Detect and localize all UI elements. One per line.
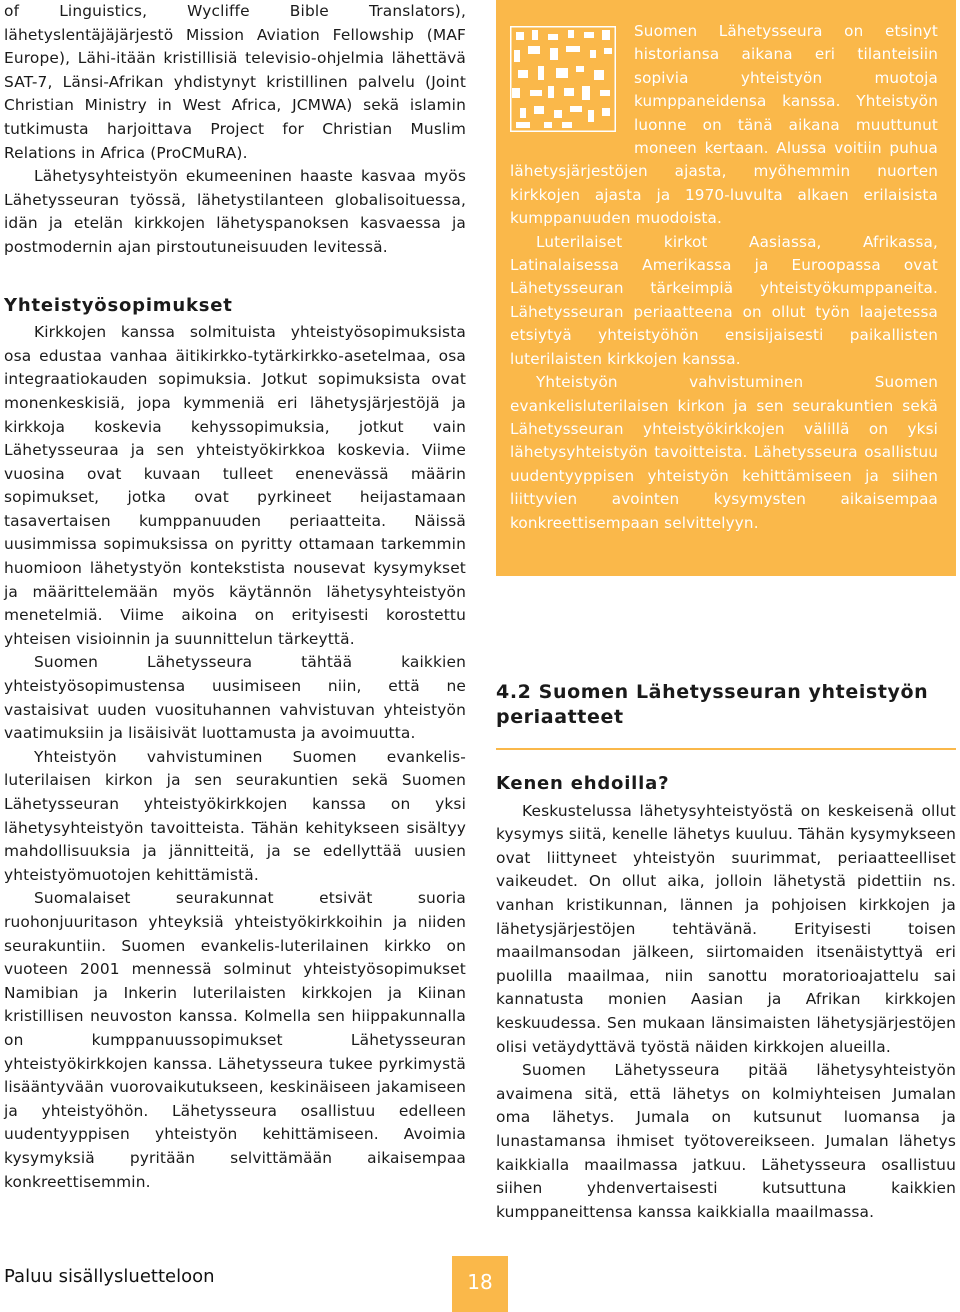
paragraph: Yhteistyön vahvistuminen Suomen evankelis-luterilaisen kirkon ja sen seurakuntien sekä Suomen Lähetysseuran yhteistyökirkkojen kanssa on yksi lähetysyhteistyön tavoitteista. Tähän kehitykseen sisältyy mahdollisuuksia ja jännitteitä, ja se edellyttää uusien yhteistyömuotojen kehittämistä. <box>4 747 466 884</box>
paragraph: Luterilaiset kirkot Aasiassa, Afrikassa, Latinalaisessa Amerikassa ja Euroopassa ovat Lähetysseuran tärkeimpiä yhteistyökumppaneita. Lähetysseuran periaatteena on ollut työn laajetessa etsiytyä yhteistyöhön ensisijaisesti paikallisten luterilaisten kirkkojen kanssa. <box>510 232 938 368</box>
paragraph: Suomen Lähetysseura on etsinyt historiansa aikana eri tilanteisiin sopivia yhteistyön muotoja kumppaneidensa kanssa. Yhteistyön luonne on tänä aikana muuttunut moneen kertaan. Alussa voitiin puhua lähetysjärjestöjen ajasta, myöhemmin nuorten kirkkojen ajasta ja 1970-luvulta alkaen erilaisista kumppanuuden muodoista. <box>510 22 938 228</box>
section-heading: Kenen ehdoilla? <box>496 773 670 794</box>
divider <box>496 748 956 750</box>
paragraph: Suomalaiset seurakunnat etsivät suoria ruohonjuuritason yhteyksiä yhteistyökirkkoihin ja niiden seurakuntiin. Suomen evankelis-luterilainen kirkko on vuoteen 2001 mennessä solminut yhteistyösopimukset Namibian ja Inkerin luterilaisten kirkkojen ja Kiinan kristillisen neuvoston kanssa. Kolmella sen hiippakunnalla on kumppanuussopimukset Lähetysseuran yhteistyökirkkojen kanssa. Lähetysseura tukee pyrkimystä lisääntyvään vuorovaikutukseen, keskinäiseen jakamiseen ja yhteistyöhön. Lähetysseura osallistuu edelleen uudentyyppisen yhteistyön kehittämiseen. Avoimia kysymyksiä pyritään selvittämään aikaisempaa konkreettisemmin. <box>4 889 466 1191</box>
page-number: 18 <box>467 1270 493 1294</box>
paragraph: of Linguistics, Wycliffe Bible Translators), lähetyslentäjäjärjestö Mission Aviation Fellowship (MAF Europe), Lähi-itään kristillisiä televisio-ohjelmia lähettävä SAT-7, Länsi-Afrikan yhdistynyt kristillinen palvelu (Joint Christian Ministry in West Africa, JCMWA) sekä islamin tutkimusta harjoittava Project for Christian Muslim Relations in Africa (ProCMuRA). <box>4 2 466 162</box>
left-column <box>4 0 466 1194</box>
paragraph: Kirkkojen kanssa solmituista yhteistyösopimuksista osa edustaa vanhaa äitikirkko-tytärkirkko-asetelmaa, osa integraatiokauden sopimuksia. Jotkut sopimuksista ovat monenkeskisiä, jopa kymmeniä eri lähetysjärjestöjä ja kirkkoja koskevia kehyssopimuksia, jotkut vain Lähetysseuraa ja sen yhteistyökirkkoa koskevia. Viime vuosina ovat kuvaan tulleet enenevässä määrin sopimukset, jotka ovat pyrkineet heijastamaan tasavertaisen kumppanuuden periaatteita. Näissä uusimmissa sopimuksissa on pyritty ottamaan tarkemmin huomioon lähetystyön kontekstista nousevat kysymykset ja määrittelemään myös käytännön lähetysyhteistyön menetelmiä. Viime aikoina on erityisesti korostettu yhteisen visioinnin ja suunnittelun tärkeyttä. <box>4 323 466 648</box>
paragraph: Yhteistyön vahvistuminen Suomen evankelisluterilaisen kirkon ja sen seurakuntien sekä Lähetysseuran yhteistyökirkkojen välillä on yksi lähetysyhteistyön tavoitteista. Lähetysseura osallistuu uudentyyppisen yhteistyön kehittämiseen ja siihen liittyvien avointen kysymysten aikaisempaa konkreettisempaan selvittelyyn. <box>510 373 938 532</box>
summary-box-text <box>510 20 938 535</box>
paragraph: Suomen Lähetysseura pitää lähetysyhteistyön avaimena sitä, että lähetys on kolmiyhteisen Jumalan oma lähetys. Jumala on kutsunut luomansa ja lunastamansa ihmiset työtovereikseen. Jumalan lähetys kaikkialla maailmassa jatkuu. Lähetysseura osallistuu siihen yhdenvertaisesti kutsuttuna kaikkien kumppaneittensa kanssa kaikkialla maailmassa. <box>496 1061 956 1221</box>
chapter-heading: 4.2 Suomen Lähetysseuran yhteistyön periaatteet <box>496 681 929 728</box>
summary-box <box>496 0 956 576</box>
paragraph: Suomen Lähetysseura tähtää kaikkien yhteistyösopimustensa uusimiseen niin, että ne vastaisivat uuden vuosituhannen vahvistuvan yhteistyön vaatimuksiin ja lisäisivät luottamusta ja avoimuutta. <box>4 653 466 743</box>
right-column <box>496 680 956 1224</box>
paragraph: Keskustelussa lähetysyhteistyöstä on keskeisenä ollut kysymys siitä, kenelle lähetys kuuluu. Tähän kysymykseen ovat liittyneet yhteistyön suurimmat, periaatteelliset vaikeudet. On ollut aika, jolloin lähetystä pidettiin ns. vanhan kristikunnan, lännen ja pohjoisen kirkkojen ja lähetysjärjestöjen tehtävänä. Erityisesti toisen maailmansodan jälkeen, siirtomaiden itsenäistyttyä eri puolilla maailmaa, niin sanottu moratorioajattelu sai kannatusta monien Aasian ja Afrikan kirkkojen keskuudessa. Sen mukaan länsimaisten lähetysjärjestöjen olisi vetäydyttävä työstä näiden kirkkojen alueilla. <box>496 801 956 1056</box>
pattern-spacer <box>510 20 634 160</box>
page-number-badge <box>452 1256 508 1312</box>
back-to-contents-link[interactable]: Paluu sisällysluetteloon <box>4 1266 215 1287</box>
paragraph: Lähetysyhteistyön ekumeeninen haaste kasvaa myös Lähetysseuran työssä, lähetystilanteen globalisoituessa, idän ja etelän kirkkojen lähetyspanoksen kasvaessa ja postmodernin ajan pirstoutuneisuuden levitessä. <box>4 167 466 256</box>
section-heading: Yhteistyösopimukset <box>4 294 233 316</box>
